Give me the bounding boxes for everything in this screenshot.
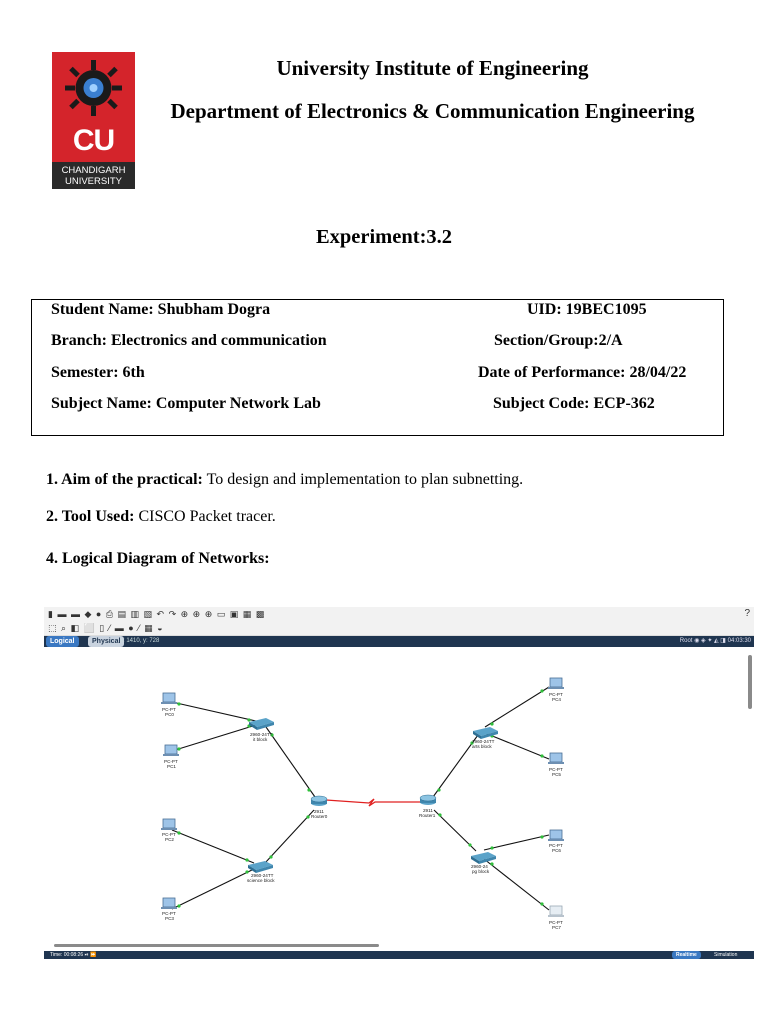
secondary-toolbar — [44, 622, 754, 636]
pc3-icon — [161, 898, 177, 909]
subject-name: Subject Name: Computer Network Lab — [51, 395, 321, 412]
router1-icon — [420, 795, 436, 805]
link-sw2-r0 — [265, 810, 314, 863]
link-pc2-sw2 — [172, 830, 254, 863]
tool-paragraph: 2. Tool Used: CISCO Packet tracer. — [46, 508, 276, 525]
pc2-icon — [161, 819, 177, 830]
pc4-icon — [548, 678, 564, 689]
logo-wordmark: CHANDIGARH UNIVERSITY — [52, 162, 135, 189]
date-of-performance: Date of Performance: 28/04/22 — [478, 364, 687, 381]
pc1-icon — [163, 745, 179, 756]
pc5-type-label: PC-PT — [549, 767, 563, 772]
packet-tracer-screenshot — [44, 607, 754, 959]
cursor-coords: x: 1410, y: 728 — [120, 638, 160, 644]
pc6-label: PC6 — [552, 848, 561, 853]
toolbar-icons[interactable]: ▮ ▬ ▬ ◆ ● ⎙ ▤ ▥ ▧ ↶ ↷ ⊕ ⊕ ⊕ ▭ ▣ ▦ ▩ — [48, 609, 266, 619]
pc7-type-label: PC-PT — [549, 920, 563, 925]
pc3-type-label: PC-PT — [162, 911, 176, 916]
pc2-type-label: PC-PT — [162, 832, 176, 837]
student-name: Student Name: Shubham Dogra — [51, 301, 271, 318]
time-readout: Time: 00:08:26 ⏯ ⏩ — [50, 952, 97, 958]
uid: UID: 19BEC1095 — [527, 301, 647, 318]
branch: Branch: Electronics and communication — [51, 332, 327, 349]
pc1-label: PC1 — [167, 764, 176, 769]
router0-icon — [311, 796, 327, 806]
realtime-mode-button[interactable]: Realtime — [672, 951, 701, 959]
logo-initials: CU — [72, 124, 115, 157]
help-icon[interactable]: ? — [744, 608, 750, 619]
switch-science-block-icon — [248, 861, 273, 873]
router0-model-label: 2911 — [314, 809, 324, 814]
pc3-label: PC3 — [165, 916, 174, 921]
sw3-model-label: 2960-24TT — [472, 739, 495, 744]
link-pc3-sw2 — [172, 869, 254, 909]
sw4-name-label: pg block — [472, 869, 490, 874]
diagram-heading: 4. Logical Diagram of Networks: — [46, 550, 270, 567]
link-pc4-sw3 — [485, 687, 549, 727]
pc5-label: PC5 — [552, 772, 561, 777]
main-toolbar — [44, 607, 754, 622]
serial-link-r0-r1 — [326, 799, 420, 806]
pc2-label: PC2 — [165, 837, 174, 842]
pc5-icon — [548, 753, 564, 764]
pc0-icon — [161, 693, 177, 704]
nav-icons[interactable]: ◉ ◈ ✦ ◭ ◨ — [694, 638, 728, 644]
university-logo — [52, 52, 135, 189]
navbar-right — [680, 636, 751, 647]
vertical-scrollbar[interactable] — [748, 655, 752, 709]
link-sw1-r0 — [266, 727, 315, 797]
link-pc7-sw4 — [484, 859, 549, 910]
router0-name-label: Router0 — [311, 814, 328, 819]
subject-code: Subject Code: ECP-362 — [493, 395, 655, 412]
simulation-mode-button[interactable]: Simulation — [714, 952, 738, 958]
link-pc6-sw4 — [484, 835, 549, 850]
root-label[interactable]: Root — [679, 638, 693, 644]
play-controls-icon[interactable]: ⏯ ⏩ — [84, 952, 97, 958]
link-pc5-sw3 — [485, 733, 549, 759]
status-bar — [44, 951, 754, 959]
horizontal-scrollbar[interactable] — [54, 944, 379, 947]
router1-name-label: Router1 — [419, 813, 436, 818]
sw3-name-label: arts block — [472, 744, 492, 749]
sw1-model-label: 2960-24TT — [250, 732, 273, 737]
pc1-type-label: PC-PT — [164, 759, 178, 764]
switch-pg-block-icon — [471, 852, 496, 864]
pc0-label: PC0 — [165, 712, 174, 717]
network-diagram — [44, 647, 754, 951]
pc6-icon — [548, 830, 564, 841]
semester: Semester: 6th — [51, 364, 145, 381]
pc7-label: PC7 — [552, 925, 561, 930]
link-pc0-sw1 — [172, 702, 256, 721]
tab-physical[interactable]: Physical — [88, 636, 124, 647]
department-title: Department of Electronics & Communication Engineering — [170, 99, 695, 123]
pc4-type-label: PC-PT — [549, 692, 563, 697]
pc6-type-label: PC-PT — [549, 843, 563, 848]
logical-workspace[interactable] — [44, 647, 754, 951]
sw1-name-label: it block — [253, 737, 268, 742]
pc7-icon — [548, 906, 564, 917]
toolbar2-icons[interactable]: ⬚ ⌕ ◧ ⬜ ▯ ⁄ ▬ ● ⁄ ▦ ◒ — [48, 623, 164, 633]
tab-logical[interactable]: Logical — [46, 636, 79, 647]
aim-paragraph: 1. Aim of the practical: To design and implementation to plan subnetting. — [46, 471, 524, 488]
experiment-title: Experiment:3.2 — [315, 226, 453, 248]
pc4-label: PC4 — [552, 697, 561, 702]
workspace-navbar — [44, 636, 754, 647]
institute-title: University Institute of Engineering — [276, 56, 589, 80]
pc0-type-label: PC-PT — [162, 707, 176, 712]
sw2-model-label: 2960-24TT — [251, 873, 274, 878]
cog-emblem-icon — [52, 52, 135, 124]
clock: 04:03:30 — [727, 638, 751, 644]
router1-model-label: 2911 — [423, 808, 433, 813]
sw2-name-label: science block — [247, 878, 275, 883]
sw4-model-label: 2960-24 — [471, 864, 488, 869]
section-group: Section/Group:2/A — [494, 332, 623, 349]
link-pc1-sw1 — [172, 725, 256, 751]
